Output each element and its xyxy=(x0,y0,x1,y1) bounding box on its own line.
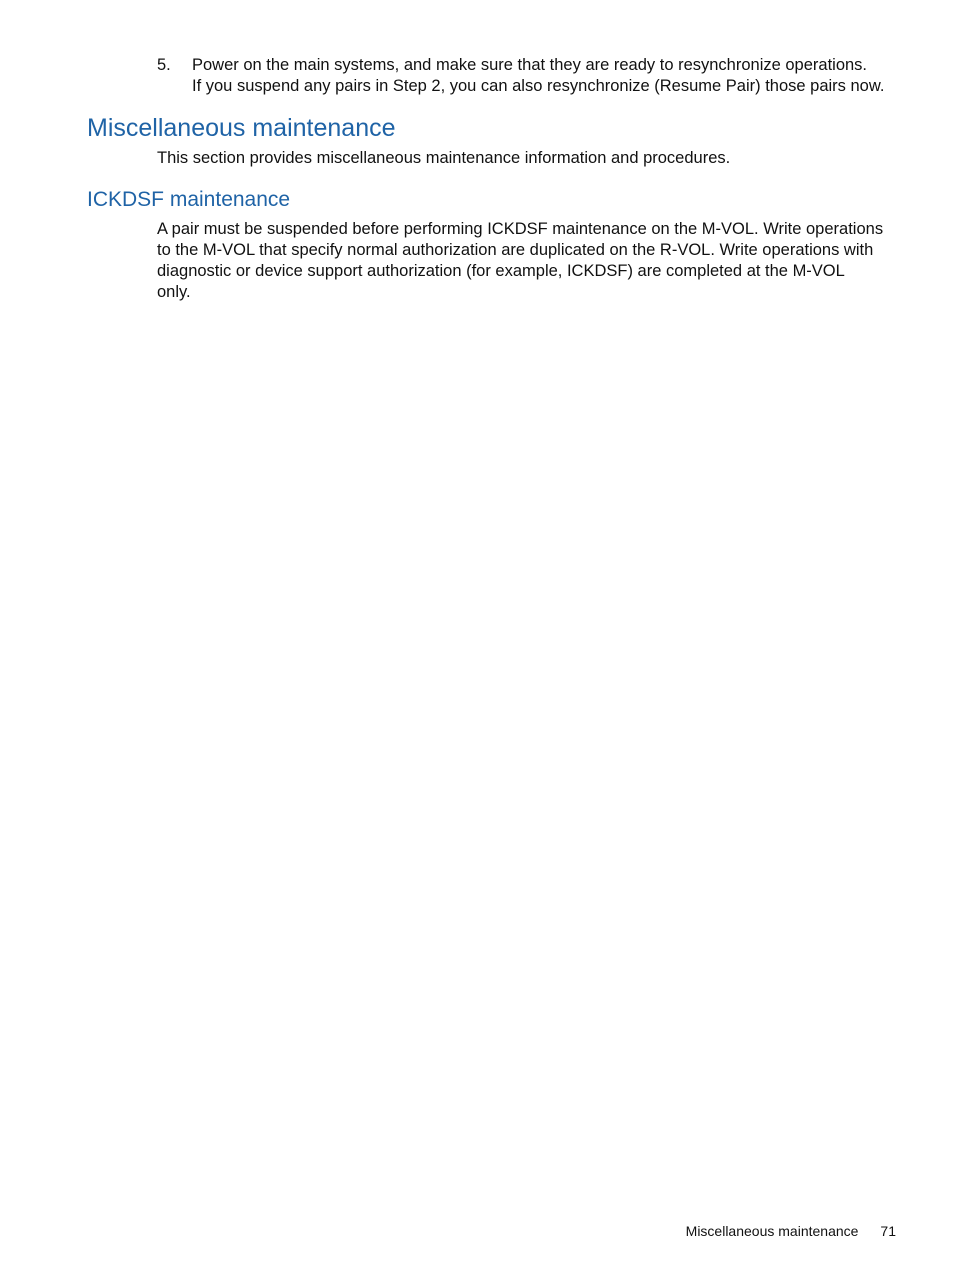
section-heading: Miscellaneous maintenance xyxy=(87,114,396,142)
page-footer xyxy=(686,1222,896,1240)
list-item-step-5 xyxy=(157,55,902,97)
list-item-number: 5. xyxy=(157,56,171,74)
subsection-body-paragraph: A pair must be suspended before performing ICKDSF maintenance on the M-VOL. Write operations to the M-VOL that specify normal authorization are duplicated on the R-VOL. Write operations with diagnostic or device support authorization (for example, ICKDSF) are completed at the M-VOL only. xyxy=(157,220,884,301)
subsection-heading: ICKDSF maintenance xyxy=(87,188,291,211)
section-intro-paragraph: This section provides miscellaneous maintenance information and procedures. xyxy=(157,149,731,167)
footer-page-number: 71 xyxy=(880,1223,896,1239)
list-item-text: Power on the main systems, and make sure that they are ready to resynchronize operations. If you suspend any pairs in Step 2, you can also resynchronize (Resume Pair) those pairs now. xyxy=(192,56,885,95)
footer-section-name: Miscellaneous maintenance xyxy=(685,1223,859,1239)
